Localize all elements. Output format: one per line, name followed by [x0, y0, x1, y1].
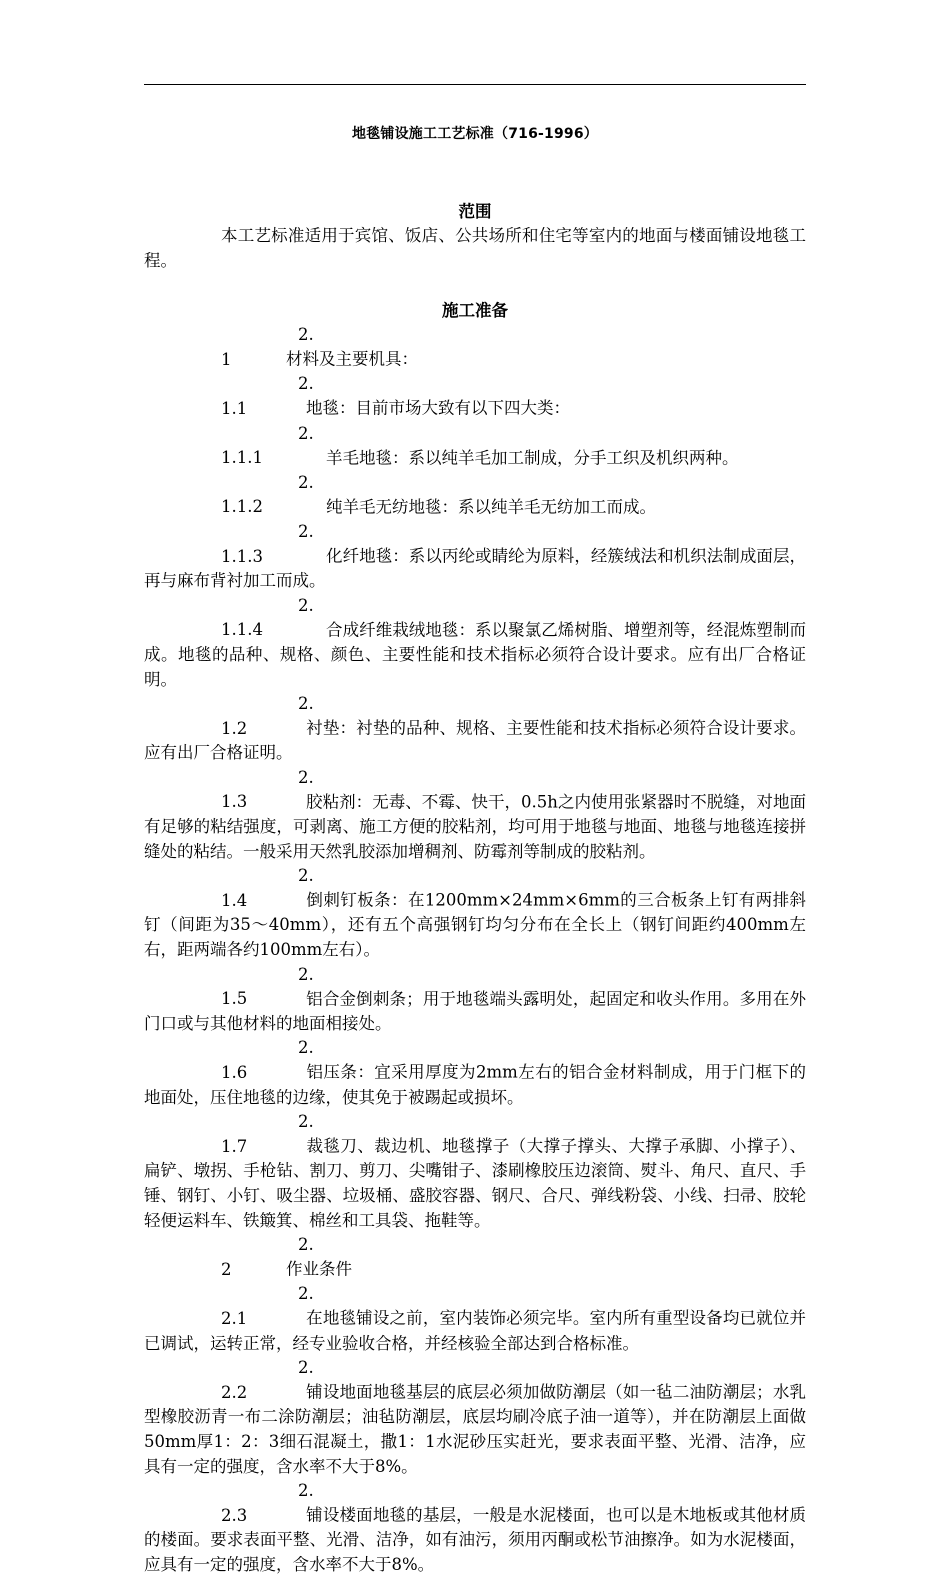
section-heading-scope: 范围 — [458, 202, 492, 221]
clause-2-1-3 — [144, 766, 806, 864]
clause-number: 2.2 — [221, 1235, 314, 1279]
clause-text: 羊毛地毯：系以纯羊毛加工制成，分手工织及机织两种。 — [326, 448, 739, 468]
clause-2-1-1-2 — [144, 471, 806, 520]
clause-number: 2.2.3 — [221, 1481, 314, 1525]
clause-number: 2.1.1 — [221, 374, 314, 418]
clause-2-1-1 — [144, 372, 806, 421]
clause-text: 铝合金倒刺条；用于地毯端头露明处，起固定和收头作用。多用在外门口或与其他材料的地面相接处。 — [144, 989, 806, 1033]
clause-text: 合成纤维栽绒地毯：系以聚氯乙烯树脂、增塑剂等，经混炼塑制而成。地毯的品种、规格、颜色、主要性能和技术指标必须符合设计要求。应有出厂合格证明。 — [144, 620, 806, 689]
clause-number: 2.1.1.2 — [221, 472, 314, 517]
clause-number: 2.1.3 — [221, 767, 314, 812]
clause-number: 2.1.2 — [221, 694, 314, 738]
clause-text: 作业条件 — [286, 1259, 352, 1279]
clause-number: 2.2.1 — [221, 1284, 314, 1328]
header-rule — [144, 84, 806, 85]
clause-number: 2.1.4 — [221, 866, 314, 910]
clause-2-1 — [144, 323, 806, 372]
clause-text: 材料及主要机具： — [286, 349, 418, 369]
clause-2-1-1-3 — [144, 520, 806, 594]
clause-2-2-3 — [144, 1479, 806, 1577]
clause-text: 倒刺钉板条：在1200mm×24mm×6mm的三合板条上钉有两排斜钉（间距为35～40mm），还有五个高强钢钉均匀分布在全长上（钢钉间距约400mm左右，距两端各约100mm左右）。 — [144, 890, 806, 960]
clause-2-2-1 — [144, 1282, 806, 1356]
clause-text: 裁毯刀、裁边机、地毯撑子（大撑子撑头、大撑子承脚、小撑子）、扁铲、墩拐、手枪钻、割刀、剪刀、尖嘴钳子、漆刷橡胶压边滚筒、熨斗、角尺、直尺、手锤、钢钉、小钉、吸尘器、垃圾桶、盛胶容器、钢尺、合尺、弹线粉袋、小线、扫帚、胶轮轻便运料车、铁簸箕、棉丝和工具袋、拖鞋等。 — [144, 1136, 806, 1230]
clause-2-1-6 — [144, 1036, 806, 1110]
clause-number: 2.1.1.4 — [221, 595, 314, 640]
clause-number: 2.1.1.1 — [221, 423, 314, 468]
clause-text: 铺设地面地毯基层的底层必须加做防潮层（如一毡二油防潮层；水乳型橡胶沥青一布二涂防潮层；油毡防潮层，底层均刷冷底子油一道等），并在防潮层上面做50mm厚1：2：3细石混凝土，撒1：1水泥砂压实赶光，要求表面平整、光滑、洁净，应具有一定的强度，含水率不大于8%。 — [144, 1382, 806, 1476]
clause-number: 2.1.7 — [221, 1112, 314, 1156]
clause-2-1-1-1 — [144, 422, 806, 471]
paragraph-text: 本工艺标准适用于宾馆、饭店、公共场所和住宅等室内的地面与楼面铺设地毯工程。 — [144, 226, 806, 270]
clause-text: 纯羊毛无纺地毯：系以纯羊毛无纺加工而成。 — [326, 497, 656, 517]
clause-text: 衬垫：衬垫的品种、规格、主要性能和技术指标必须符合设计要求。应有出厂合格证明。 — [144, 718, 806, 763]
clause-number: 2.2.2 — [221, 1358, 314, 1402]
clause-text: 在地毯铺设之前，室内装饰必须完毕。室内所有重型设备均已就位并已调试，运转正常，经专业验收合格，并经核验全部达到合格标准。 — [144, 1308, 806, 1353]
clause-text: 铝压条：宜采用厚度为2mm左右的铝合金材料制成，用于门框下的地面处，压住地毯的边缘，使其免于被踢起或损坏。 — [144, 1063, 806, 1107]
section-heading-preparation: 施工准备 — [442, 301, 508, 321]
clause-2-1-4 — [144, 864, 806, 962]
scope-paragraph — [144, 224, 806, 273]
clause-number: 2.1.5 — [221, 964, 314, 1009]
clause-2-1-7 — [144, 1110, 806, 1233]
clause-text: 化纤地毯：系以丙纶或睛纶为原料，经簇绒法和机织法制成面层，再与麻布背衬加工而成。 — [144, 546, 806, 591]
clause-text: 铺设楼面地毯的基层，一般是水泥楼面，也可以是木地板或其他材质的楼面。要求表面平整、光滑、洁净，如有油污，须用丙酮或松节油擦净。如为水泥楼面，应具有一定的强度，含水率不大于8%。 — [144, 1505, 806, 1574]
clause-text: 地毯：目前市场大致有以下四大类： — [306, 398, 570, 418]
clause-2-1-2 — [144, 692, 806, 766]
clause-number: 2.1.1.3 — [221, 521, 314, 566]
clause-text: 胶粘剂：无毒、不霉、快干，0.5h之内使用张紧器时不脱缝，对地面有足够的粘结强度，可剥离、施工方便的胶粘剂，均可用于地毯与地面、地毯与地毯连接拼缝处的粘结。一般采用天然乳胶添加增稠剂、防霉剂等制成的胶粘剂。 — [144, 792, 806, 861]
clause-2-1-1-4 — [144, 594, 806, 692]
clause-number: 2.1 — [221, 325, 314, 369]
clause-2-1-5 — [144, 963, 806, 1037]
clause-number: 2.1.6 — [221, 1038, 314, 1082]
clause-2-2-2 — [144, 1356, 806, 1479]
clause-2-2 — [144, 1233, 806, 1282]
document-body — [144, 200, 806, 1577]
document-title: 地毯铺设施工工艺标准（716-1996） — [352, 126, 598, 142]
